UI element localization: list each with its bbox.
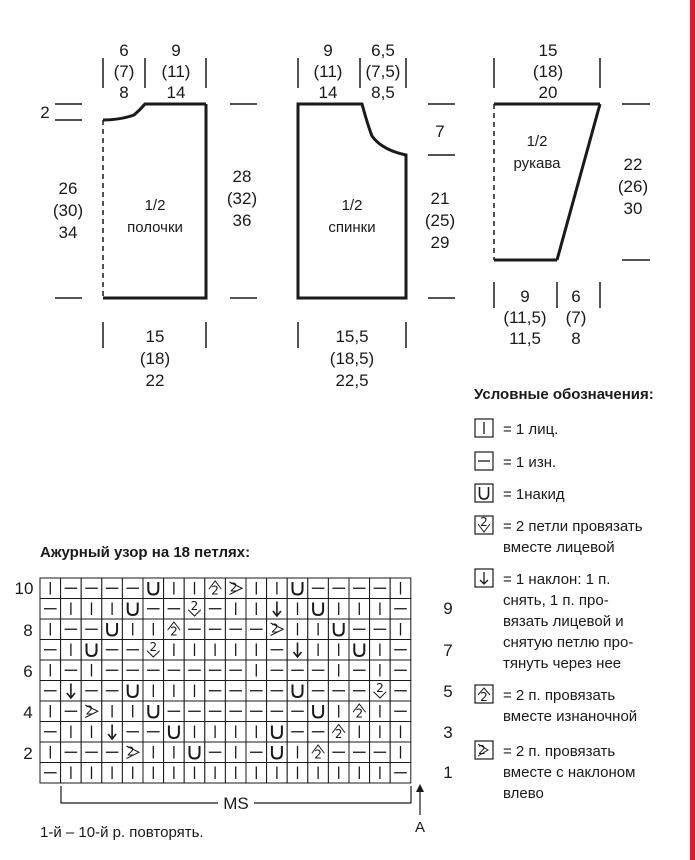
purl-cell — [205, 619, 226, 640]
purl-cell — [328, 742, 349, 763]
knit-cell — [246, 660, 267, 681]
purl-cell — [267, 681, 288, 702]
purl-cell — [390, 660, 411, 681]
knit-cell — [205, 763, 226, 784]
purl-cell — [390, 701, 411, 722]
knit-cell — [225, 722, 246, 743]
legend-skp-text-2: снять, 1 п. про- — [503, 592, 609, 609]
p2tog-cell — [205, 578, 226, 599]
sleeve-top-1: 15 — [538, 41, 558, 60]
knit-cell — [328, 599, 349, 620]
yarn-over-cell — [122, 599, 143, 620]
yarn-over-cell — [122, 681, 143, 702]
knit-cell — [370, 660, 391, 681]
purl-cell — [390, 681, 411, 702]
sleeve-height-3: 30 — [623, 199, 643, 218]
knit-cell — [122, 619, 143, 640]
svg-text:2: 2 — [314, 747, 322, 762]
back-top-left-size-2: (11) — [313, 62, 343, 81]
knit-cell — [225, 742, 246, 763]
purl-cell — [205, 660, 226, 681]
repeat-label: MS — [223, 794, 249, 813]
purl-cell — [349, 742, 370, 763]
purl-cell — [308, 722, 329, 743]
knit-cell — [40, 701, 61, 722]
knit-cell — [349, 722, 370, 743]
repeat-bracket-right — [254, 786, 411, 803]
purl-cell — [308, 578, 329, 599]
front-piece — [40, 41, 257, 390]
purl-cell — [390, 599, 411, 620]
svg-text:2: 2 — [85, 703, 94, 718]
sleeve-bottom-left-3: 11,5 — [509, 329, 541, 348]
knit-cell — [287, 619, 308, 640]
back-bottom-1: 15,5 — [335, 327, 369, 346]
front-right-height-2: (32) — [226, 189, 258, 208]
front-top-left-size-2: (7) — [113, 62, 135, 81]
sleeve-piece — [494, 41, 650, 348]
knit-cell — [164, 681, 185, 702]
knit-cell — [102, 599, 123, 620]
purl-cell — [246, 681, 267, 702]
row-number-1: 1 — [443, 763, 453, 782]
purl-cell — [287, 722, 308, 743]
k2tog-cell — [184, 599, 205, 620]
back-top-left-size-1: 9 — [323, 41, 333, 60]
front-left-height-2: (30) — [52, 201, 84, 220]
purl-cell — [40, 640, 61, 661]
knit-cell — [225, 599, 246, 620]
knit-cell — [349, 763, 370, 784]
front-label-name: полочки — [127, 219, 183, 236]
front-right-height-3: 36 — [232, 211, 252, 230]
back-armhole-depth: 7 — [435, 122, 445, 141]
front-neckline — [103, 104, 206, 120]
sleeve-height-1: 22 — [623, 155, 643, 174]
sleeve-bottom-left-1: 9 — [520, 287, 530, 306]
purl-cell — [225, 619, 246, 640]
knit-cell — [267, 763, 288, 784]
purl-cell — [328, 681, 349, 702]
purl-cell — [61, 660, 82, 681]
svg-text:2: 2 — [229, 580, 238, 595]
ssk-cell — [267, 619, 288, 640]
purl-cell — [143, 660, 164, 681]
purl-stitch-icon — [475, 452, 493, 470]
svg-text:2: 2 — [271, 621, 279, 636]
k2tog-icon — [475, 515, 493, 534]
back-bottom-3: 22,5 — [335, 371, 369, 390]
legend-k2tog-text-2: вместе лицевой — [503, 539, 615, 556]
front-bottom-2: (18) — [139, 349, 171, 368]
purl-cell — [143, 722, 164, 743]
legend-title: Условные обозначения: — [474, 386, 654, 403]
skp-cell — [61, 681, 82, 702]
legend-p2tog-text-2: вместе изнаночной — [503, 708, 638, 725]
purl-cell — [102, 742, 123, 763]
knit-cell — [81, 660, 102, 681]
purl-cell — [122, 722, 143, 743]
purl-cell — [164, 701, 185, 722]
front-top-right-size-2: (11) — [161, 62, 191, 81]
yarn-over-cell — [143, 578, 164, 599]
purl-cell — [122, 578, 143, 599]
knit-cell — [184, 640, 205, 661]
row-number-5: 5 — [443, 682, 453, 701]
yarn-over-cell — [287, 578, 308, 599]
knit-cell — [61, 640, 82, 661]
svg-text:2: 2 — [211, 583, 219, 598]
back-piece — [298, 41, 455, 390]
front-top-right-size-1: 9 — [171, 41, 181, 60]
back-top-left-size-3: 14 — [318, 83, 338, 102]
front-top-right-size-3: 14 — [166, 83, 186, 102]
purl-cell — [61, 619, 82, 640]
back-right-height-1: 21 — [430, 189, 450, 208]
start-arrow-head — [416, 784, 424, 792]
knit-cell — [164, 763, 185, 784]
repeat-bracket-left — [61, 786, 218, 803]
yarn-over-cell — [184, 742, 205, 763]
purl-cell — [164, 599, 185, 620]
purl-cell — [40, 681, 61, 702]
legend-ssk-text-1: = 2 п. провязать — [503, 743, 616, 760]
knit-cell — [370, 640, 391, 661]
purl-cell — [246, 701, 267, 722]
p2tog-cell — [308, 742, 329, 763]
chart-title: Ажурный узор на 18 петлях: — [40, 544, 251, 561]
purl-cell — [205, 701, 226, 722]
yarn-over-cell — [267, 742, 288, 763]
purl-cell — [246, 742, 267, 763]
front-left-height-3: 34 — [58, 223, 78, 242]
back-bottom-2: (18,5) — [329, 349, 375, 368]
purl-cell — [349, 660, 370, 681]
purl-cell — [370, 619, 391, 640]
skp-icon — [475, 569, 493, 587]
purl-cell — [225, 701, 246, 722]
yarn-over-cell — [143, 701, 164, 722]
knit-cell — [143, 742, 164, 763]
purl-cell — [61, 742, 82, 763]
knit-cell — [390, 722, 411, 743]
knit-cell — [122, 701, 143, 722]
knit-cell — [308, 640, 329, 661]
sleeve-label-fraction: 1/2 — [526, 133, 548, 150]
knit-cell — [40, 578, 61, 599]
sleeve-bottom-left-2: (11,5) — [503, 308, 547, 327]
knit-cell — [246, 578, 267, 599]
knit-cell — [143, 619, 164, 640]
row-number-7: 7 — [443, 641, 453, 660]
svg-text:2: 2 — [376, 680, 384, 695]
back-top-right-size-3: 8,5 — [371, 83, 395, 102]
knit-cell — [40, 619, 61, 640]
purl-cell — [370, 742, 391, 763]
skp-cell — [102, 722, 123, 743]
purl-cell — [143, 599, 164, 620]
knit-cell — [184, 578, 205, 599]
back-top-right-size-1: 6,5 — [371, 41, 395, 60]
row-number-8: 8 — [23, 621, 33, 640]
purl-cell — [246, 619, 267, 640]
purl-cell — [81, 681, 102, 702]
legend-knit-text: = 1 лиц. — [503, 421, 559, 438]
purl-cell — [122, 660, 143, 681]
row-number-10: 10 — [14, 579, 34, 598]
knit-cell — [370, 763, 391, 784]
front-top-left-size-3: 8 — [119, 83, 129, 102]
purl-cell — [267, 701, 288, 722]
legend-skp-text-4: снятую петлю про- — [503, 634, 634, 651]
yarn-over-cell — [308, 599, 329, 620]
front-bottom-1: 15 — [145, 327, 165, 346]
knit-cell — [164, 578, 185, 599]
knit-cell — [349, 599, 370, 620]
front-shoulder-drop: 2 — [40, 103, 50, 122]
chart-cells — [40, 578, 411, 783]
k2tog-cell — [370, 681, 391, 702]
sleeve-top-3: 20 — [538, 83, 558, 102]
knit-cell — [61, 722, 82, 743]
p2tog-icon — [475, 685, 493, 704]
knit-cell — [81, 763, 102, 784]
sleeve-label-name: рукава — [513, 155, 561, 172]
knit-cell — [81, 722, 102, 743]
purl-cell — [349, 681, 370, 702]
svg-text:2: 2 — [334, 727, 343, 741]
knit-cell — [328, 701, 349, 722]
purl-cell — [61, 701, 82, 722]
legend-ssk-text-2: вместе с наклоном — [503, 764, 636, 781]
knit-cell — [370, 701, 391, 722]
legend-yo-text: = 1накид — [503, 486, 565, 503]
row-number-3: 3 — [443, 723, 453, 742]
knit-cell — [164, 640, 185, 661]
purl-cell — [370, 578, 391, 599]
row-number-4: 4 — [23, 703, 33, 722]
yarn-over-cell — [102, 619, 123, 640]
purl-cell — [184, 660, 205, 681]
knit-cell — [81, 599, 102, 620]
knit-cell — [122, 763, 143, 784]
legend-purl-text: = 1 изн. — [503, 454, 557, 471]
purl-cell — [61, 578, 82, 599]
purl-cell — [184, 619, 205, 640]
svg-text:2: 2 — [170, 624, 178, 639]
purl-cell — [225, 681, 246, 702]
purl-cell — [164, 660, 185, 681]
ssk-icon — [475, 741, 493, 759]
legend — [474, 386, 654, 802]
page-edge-stripe — [690, 0, 695, 860]
skp-cell — [287, 640, 308, 661]
knit-cell — [328, 763, 349, 784]
yarn-over-cell — [81, 640, 102, 661]
back-top-right-size-2: (7,5) — [365, 62, 401, 81]
front-right-height-1: 28 — [232, 167, 252, 186]
knit-cell — [184, 722, 205, 743]
back-label-fraction: 1/2 — [341, 197, 363, 214]
knit-cell — [287, 599, 308, 620]
knit-cell — [225, 640, 246, 661]
knit-cell — [143, 763, 164, 784]
knit-stitch-icon — [475, 419, 493, 437]
svg-text:2: 2 — [355, 706, 364, 721]
sleeve-height-2: (26) — [617, 177, 649, 196]
purl-cell — [328, 578, 349, 599]
knit-cell — [308, 763, 329, 784]
yarn-over-cell — [164, 722, 185, 743]
purl-cell — [102, 578, 123, 599]
knit-cell — [246, 599, 267, 620]
svg-text:2: 2 — [149, 639, 158, 654]
knit-cell — [102, 701, 123, 722]
knit-cell — [370, 599, 391, 620]
legend-ssk-text-3: влево — [503, 785, 544, 802]
purl-cell — [184, 701, 205, 722]
back-right-height-2: (25) — [424, 211, 456, 230]
purl-cell — [102, 660, 123, 681]
purl-cell — [287, 701, 308, 722]
knit-cell — [205, 722, 226, 743]
knit-cell — [246, 722, 267, 743]
purl-cell — [308, 660, 329, 681]
legend-skp-text-3: вязать лицевой и — [503, 613, 624, 630]
yarn-over-cell — [349, 640, 370, 661]
legend-k2tog-text-1: = 2 петли провязать — [503, 518, 643, 535]
purl-cell — [205, 681, 226, 702]
knit-cell — [61, 763, 82, 784]
purl-cell — [349, 619, 370, 640]
purl-cell — [390, 640, 411, 661]
stitch-chart — [15, 544, 453, 841]
purl-cell — [40, 599, 61, 620]
sleeve-top-2: (18) — [532, 62, 564, 81]
front-top-left-size-1: 6 — [119, 41, 129, 60]
chart-footer: 1-й – 10-й р. повторять. — [40, 824, 204, 841]
knit-cell — [246, 763, 267, 784]
purl-cell — [287, 660, 308, 681]
skp-cell — [267, 599, 288, 620]
p2tog-cell — [164, 619, 185, 640]
knit-cell — [225, 763, 246, 784]
knit-cell — [143, 681, 164, 702]
yarn-over-cell — [308, 701, 329, 722]
purl-cell — [81, 578, 102, 599]
knit-cell — [205, 640, 226, 661]
purl-cell — [349, 578, 370, 599]
knit-cell — [40, 742, 61, 763]
purl-cell — [102, 681, 123, 702]
knit-cell — [390, 619, 411, 640]
knit-cell — [328, 660, 349, 681]
front-bottom-3: 22 — [145, 371, 165, 390]
purl-cell — [225, 660, 246, 681]
purl-cell — [390, 763, 411, 784]
sleeve-bottom-right-2: (7) — [565, 308, 587, 327]
knit-cell — [164, 742, 185, 763]
sleeve-seam — [557, 104, 600, 260]
ssk-cell — [122, 742, 143, 763]
row-number-9: 9 — [443, 599, 453, 618]
ssk-cell — [81, 701, 102, 722]
purl-cell — [205, 599, 226, 620]
knit-cell — [40, 660, 61, 681]
knit-cell — [390, 742, 411, 763]
knit-cell — [61, 599, 82, 620]
knit-cell — [328, 640, 349, 661]
row-number-6: 6 — [23, 662, 33, 681]
svg-text:2: 2 — [478, 743, 486, 757]
knit-cell — [102, 763, 123, 784]
knit-cell — [246, 640, 267, 661]
yarn-over-cell — [328, 619, 349, 640]
svg-text:2: 2 — [480, 690, 488, 704]
p2tog-cell — [349, 701, 370, 722]
start-label: A — [414, 819, 426, 836]
knit-cell — [184, 763, 205, 784]
knit-cell — [267, 578, 288, 599]
purl-cell — [81, 619, 102, 640]
purl-cell — [40, 722, 61, 743]
k2tog-cell — [143, 640, 164, 661]
back-label-name: спинки — [328, 219, 376, 236]
purl-cell — [267, 660, 288, 681]
p2tog-cell — [328, 722, 349, 743]
legend-p2tog-text-1: = 2 п. провязать — [503, 687, 616, 704]
purl-cell — [102, 640, 123, 661]
front-label-fraction: 1/2 — [144, 197, 166, 214]
purl-cell — [122, 640, 143, 661]
purl-cell — [205, 742, 226, 763]
purl-cell — [81, 742, 102, 763]
svg-text:2: 2 — [126, 744, 135, 759]
knit-cell — [308, 619, 329, 640]
yarn-over-icon — [475, 484, 493, 502]
knit-cell — [287, 763, 308, 784]
purl-cell — [267, 640, 288, 661]
knit-cell — [184, 681, 205, 702]
yarn-over-cell — [267, 722, 288, 743]
svg-text:2: 2 — [190, 598, 199, 613]
ssk-cell — [225, 578, 246, 599]
sleeve-bottom-right-1: 6 — [571, 287, 581, 306]
legend-skp-text-5: тянуть через нее — [503, 655, 622, 672]
sleeve-bottom-right-3: 8 — [571, 329, 581, 348]
knit-cell — [370, 722, 391, 743]
knit-cell — [390, 578, 411, 599]
yarn-over-cell — [287, 681, 308, 702]
legend-skp-text-1: = 1 наклон: 1 п. — [503, 571, 611, 588]
back-right-height-3: 29 — [430, 233, 450, 252]
purl-cell — [308, 681, 329, 702]
knit-cell — [287, 742, 308, 763]
purl-cell — [40, 763, 61, 784]
front-left-height-1: 26 — [58, 179, 78, 198]
svg-text:2: 2 — [480, 515, 488, 529]
row-number-2: 2 — [23, 744, 33, 763]
